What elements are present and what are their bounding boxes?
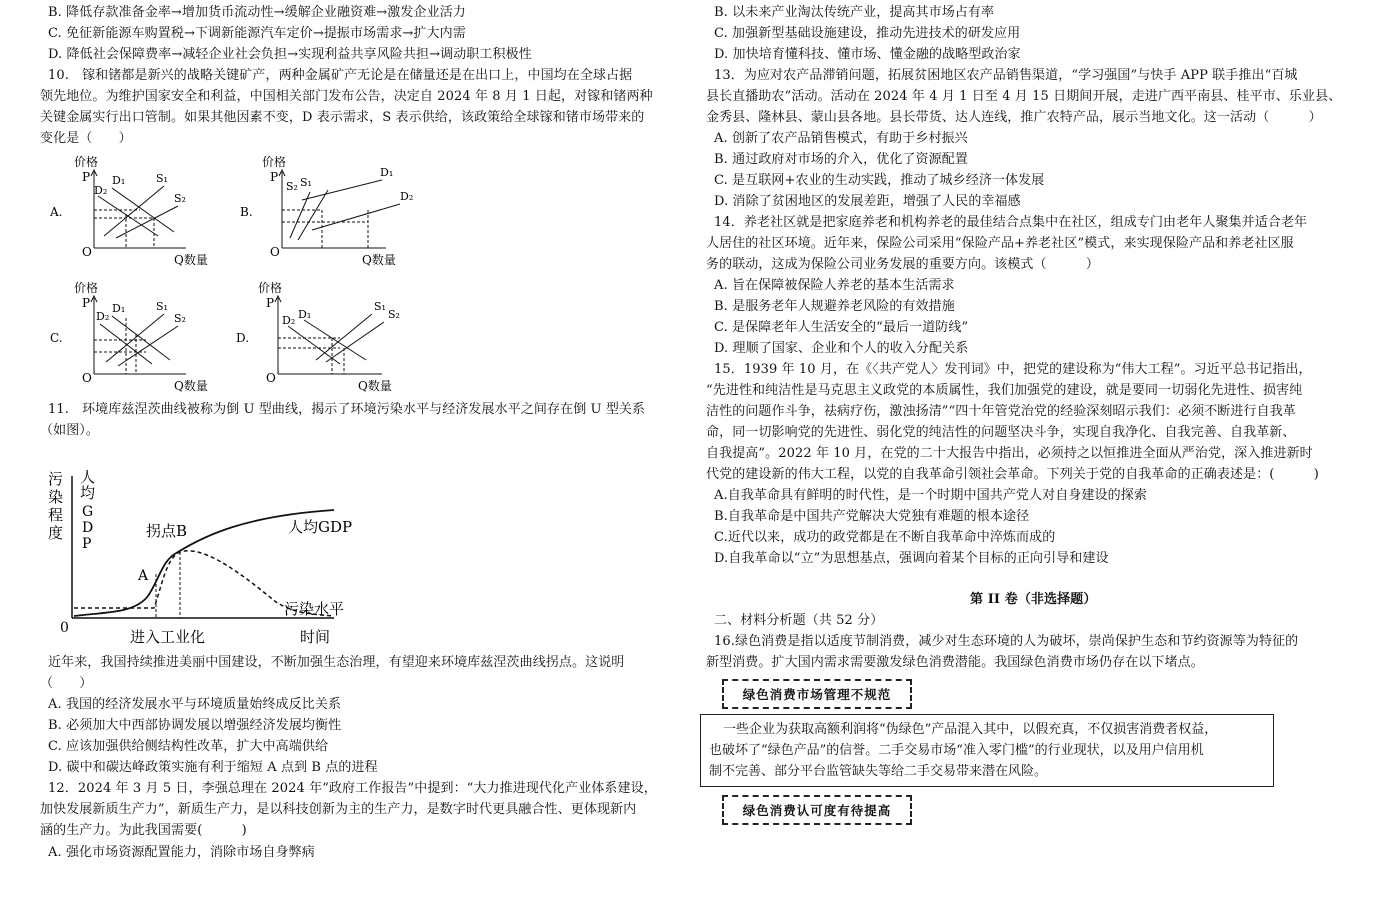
q15-option-b: B.自我革命是中国共产党解决大党独有难题的根本途径 bbox=[714, 509, 1030, 524]
q13-option-c: C. 是互联网+农业的生动实践，推动了城乡经济一体发展 bbox=[714, 173, 1045, 188]
q14-option-a: A. 旨在保障被保险人养老的基本生活需求 bbox=[714, 278, 955, 293]
material-line: 制不完善、部分平台监管缺失等给二手交易带来潜在风险。 bbox=[709, 764, 1048, 779]
graph-option-label: C. bbox=[50, 331, 63, 345]
graph-option-label: B. bbox=[240, 205, 253, 219]
q13-stem-line: 13．为应对农产品滞销问题，拓展贫困地区农产品销售渠道，“学习强国”与快手 APP 联手推出“百城 bbox=[714, 68, 1298, 83]
graph-xlabel: Q数量 bbox=[358, 379, 392, 393]
curve-label: D₁ bbox=[298, 308, 312, 321]
q9-option-b: B. 降低存款准备金率→增加货币流动性→缓解企业融资难→激发企业活力 bbox=[48, 5, 466, 20]
ylabel-gdp-5: P bbox=[82, 536, 92, 552]
q11-question-line: 近年来，我国持续推进美丽中国建设，不断加强生态治理，有望迎来环境库兹涅茨曲线拐点。这说明 bbox=[48, 655, 625, 670]
graph-option-label: D. bbox=[236, 331, 250, 345]
q15-stem-line: 洁性的问题作斗争，祛病疗伤，激浊扬清”“四十年管党治党的经验深刻昭示我们：必须不断进行自我革 bbox=[706, 404, 1296, 419]
q11-option-d: D. 碳中和碳达峰政策实施有利于缩短 A 点到 B 点的进程 bbox=[48, 760, 378, 775]
curve-label: S₁ bbox=[156, 300, 168, 313]
heading-box-recognition: 绿色消费认可度有待提高 bbox=[722, 795, 912, 825]
curve-label: S₂ bbox=[388, 308, 400, 321]
material-line: 也破坏了“绿色产品”的信誉。二手交易市场“准入零门槛”的行业现状，以及用户信用机 bbox=[709, 743, 1204, 758]
ylabel-gdp-3: G bbox=[82, 504, 94, 520]
ylabel-gdp-1: 人 bbox=[80, 468, 96, 486]
q9-option-c: C. 免征新能源车购置税→下调新能源汽车定价→提振市场需求→扩大内需 bbox=[48, 26, 466, 41]
graph-origin: O bbox=[82, 371, 92, 385]
xlabel-time: 时间 bbox=[300, 628, 331, 646]
curve-label: S₁ bbox=[374, 300, 386, 313]
graph-ylabel: 价格 bbox=[258, 281, 283, 295]
q15-stem-line: 15．1939 年 10 月，在《〈共产党人〉发刊词》中，把党的建设称为“伟大工程”。习近平总书记指出， bbox=[714, 362, 1312, 377]
curve-label: S₂ bbox=[286, 180, 298, 193]
q13-stem-line: 金秀县、隆林县、蒙山县各地。县长带货、达人连线，推广农特产品，展示当地文化。这一活动（ ） bbox=[706, 110, 1322, 125]
point-a-label: A bbox=[138, 568, 149, 584]
q14-stem-line: 务的联动，这成为保险公司业务发展的重要方向。该模式（ ） bbox=[706, 257, 1100, 272]
ylabel-gdp-4: D bbox=[82, 520, 94, 536]
q15-stem-line: 自我提高”。2022 年 10 月，在党的二十大报告中指出，必须持之以恒推进全面从严治党，深入推进新时 bbox=[706, 446, 1313, 461]
q11-option-a: A. 我国的经济发展水平与环境质量始终成反比关系 bbox=[48, 697, 342, 712]
curve-pollution-label: 污染水平 bbox=[284, 600, 345, 618]
curve-label: D₁ bbox=[380, 166, 394, 179]
q10-stem-line: 关键金属实行出口管制。如果其他因素不变，D 表示需求，S 表示供给，该政策给全球镓和锗市场带来的 bbox=[40, 110, 645, 125]
q13-option-a: A. 创新了农产品销售模式，有助于乡村振兴 bbox=[714, 131, 968, 146]
q11-stem-line: 11. 环境库兹涅茨曲线被称为倒 U 型曲线，揭示了环境污染水平与经济发展水平之间存在倒 U 型关系 bbox=[48, 402, 646, 417]
ylabel-pollution-4: 度 bbox=[48, 524, 64, 542]
q10-stem-line: 变化是（ ） bbox=[40, 131, 132, 146]
section2-heading: 二、材料分析题（共 52 分） bbox=[714, 613, 884, 628]
graph-xlabel: Q数量 bbox=[174, 253, 208, 267]
q9-option-d: D. 降低社会保障费率→减轻企业社会负担→实现利益共享风险共担→调动职工积极性 bbox=[48, 47, 532, 62]
graph-p-label: P bbox=[270, 170, 279, 184]
q13-stem-line: 县长直播助农”活动。活动在 2024 年 4 月 1 日至 4 月 15 日期间开展，走进广西平南县、桂平市、乐业县、 bbox=[706, 89, 1342, 104]
graph-origin: O bbox=[82, 245, 92, 259]
q11-option-b: B. 必须加大中西部协调发展以增强经济发展均衡性 bbox=[48, 718, 342, 733]
q10-graph-c bbox=[46, 278, 226, 398]
curve-label: S₂ bbox=[174, 192, 186, 205]
graph-origin: 0 bbox=[60, 620, 69, 636]
q12-option-c: C. 加强新型基础设施建设，推动先进技术的研发应用 bbox=[714, 26, 1021, 41]
heading-box-market-regulation: 绿色消费市场管理不规范 bbox=[722, 679, 912, 709]
q10-stem-line: 领先地位。为维护国家安全和利益，中国相关部门发布公告，决定自 2024 年 8 月 1 日起，对镓和锗两种 bbox=[40, 89, 653, 104]
q11-question-line: （ ） bbox=[40, 676, 93, 691]
q12-stem-line: 涵的生产力。为此我国需要( ) bbox=[40, 823, 247, 838]
q16-stem-line: 新型消费。扩大国内需求需要激发绿色消费潜能。我国绿色消费市场仍存在以下堵点。 bbox=[706, 655, 1204, 670]
curve-label: S₂ bbox=[174, 312, 186, 325]
graph-ylabel: 价格 bbox=[74, 281, 99, 295]
curve-label: D₁ bbox=[112, 174, 126, 187]
curve-label: D₂ bbox=[94, 184, 108, 197]
ylabel-gdp-2: 均 bbox=[80, 484, 96, 502]
q16-stem-line: 16.绿色消费是指以适度节制消费，减少对生态环境的人为破坏，崇尚保护生态和节约资源等为特征的 bbox=[714, 634, 1299, 649]
point-b-label: 拐点B bbox=[146, 522, 188, 540]
material-box bbox=[700, 714, 1274, 787]
graph-xlabel: Q数量 bbox=[362, 253, 396, 267]
ylabel-pollution-2: 染 bbox=[48, 488, 64, 506]
graph-option-label: A. bbox=[50, 205, 63, 219]
q11-option-c: C. 应该加强供给侧结构性改革，扩大中高端供给 bbox=[48, 739, 329, 754]
q15-option-d: D.自我革命以“立”为思想基点，强调向着某个目标的正向引导和建设 bbox=[714, 551, 1109, 566]
curve-gdp-label: 人均GDP bbox=[288, 518, 353, 536]
q12-option-a: A. 强化市场资源配置能力，消除市场自身弊病 bbox=[48, 845, 315, 860]
q14-option-d: D. 理顺了国家、企业和个人的收入分配关系 bbox=[714, 341, 969, 356]
q11-stem-line: （如图）。 bbox=[40, 423, 100, 438]
q10-graph-d bbox=[232, 278, 412, 398]
q15-stem-line: 代党的建设新的伟大工程，以党的自我革命引领社会革命。下列关于党的自我革命的正确表述是：( ) bbox=[706, 467, 1319, 482]
q10-graph-a bbox=[46, 152, 226, 272]
curve-label: D₂ bbox=[96, 310, 110, 323]
ylabel-pollution-1: 污 bbox=[48, 470, 64, 488]
ylabel-pollution-3: 程 bbox=[48, 506, 64, 524]
material-line: 一些企业为获取高额利润将“伪绿色”产品混入其中，以假充真，不仅损害消费者权益， bbox=[723, 722, 1218, 737]
part2-title: 第 II 卷（非选择题） bbox=[970, 592, 1097, 607]
curve-label: D₁ bbox=[112, 302, 126, 315]
graph-ylabel: 价格 bbox=[262, 155, 287, 169]
curve-label: D₂ bbox=[282, 314, 296, 327]
kuznets-curve-graph bbox=[44, 466, 374, 652]
q14-option-c: C. 是保障老年人生活安全的“最后一道防线” bbox=[714, 320, 969, 335]
graph-p-label: P bbox=[82, 170, 91, 184]
q15-option-c: C.近代以来，成功的政党都是在不断自我革命中淬炼而成的 bbox=[714, 530, 1056, 545]
graph-p-label: P bbox=[266, 296, 275, 310]
graph-ylabel: 价格 bbox=[74, 155, 99, 169]
q15-option-a: A.自我革命具有鲜明的时代性，是一个时期中国共产党人对自身建设的探索 bbox=[714, 488, 1147, 503]
q12-stem-line: 加快发展新质生产力”，新质生产力，是以科技创新为主的生产力，是数字时代更具融合性、更体现新内 bbox=[40, 802, 637, 817]
graph-origin: O bbox=[270, 245, 280, 259]
q14-stem-line: 人居住的社区环境。近年来，保险公司采用“保险产品+养老社区”模式，来实现保险产品和养老社区服 bbox=[706, 236, 1294, 251]
curve-label: D₂ bbox=[400, 190, 414, 203]
graph-origin: O bbox=[266, 371, 276, 385]
curve-label: S₁ bbox=[300, 176, 312, 189]
q14-option-b: B. 是服务老年人规避养老风险的有效措施 bbox=[714, 299, 955, 314]
graph-xlabel: Q数量 bbox=[174, 379, 208, 393]
q12-option-b: B. 以未来产业淘汰传统产业，提高其市场占有率 bbox=[714, 5, 995, 20]
q12-stem-line: 12．2024 年 3 月 5 日，李强总理在 2024 年“政府工作报告”中提到：“大力推进现代化产业体系建设， bbox=[48, 781, 657, 796]
q12-option-d: D. 加快培育懂科技、懂市场、懂金融的战略型政治家 bbox=[714, 47, 1021, 62]
q13-option-b: B. 通过政府对市场的介入，优化了资源配置 bbox=[714, 152, 968, 167]
q10-stem-line: 10. 镓和锗都是新兴的战略关键矿产，两种金属矿产无论是在储量还是在出口上，中国均在全球占据 bbox=[48, 68, 633, 83]
q10-graph-b bbox=[236, 152, 416, 272]
curve-label: S₁ bbox=[156, 172, 168, 185]
q13-option-d: D. 消除了贫困地区的发展差距，增强了人民的幸福感 bbox=[714, 194, 1021, 209]
q14-stem-line: 14．养老社区就是把家庭养老和机构养老的最佳结合点集中在社区，组成专门由老年人聚集并适合老年 bbox=[714, 215, 1308, 230]
xlabel-industrialization: 进入工业化 bbox=[130, 628, 206, 646]
graph-p-label: P bbox=[82, 296, 91, 310]
q15-stem-line: “先进性和纯洁性是马克思主义政党的本质属性，我们加强党的建设，就是要同一切弱化先进性、损害纯 bbox=[706, 383, 1303, 398]
q15-stem-line: 命，同一切影响党的先进性、弱化党的纯洁性的问题坚决斗争，实现自我净化、自我完善、自我革新、 bbox=[706, 425, 1296, 440]
